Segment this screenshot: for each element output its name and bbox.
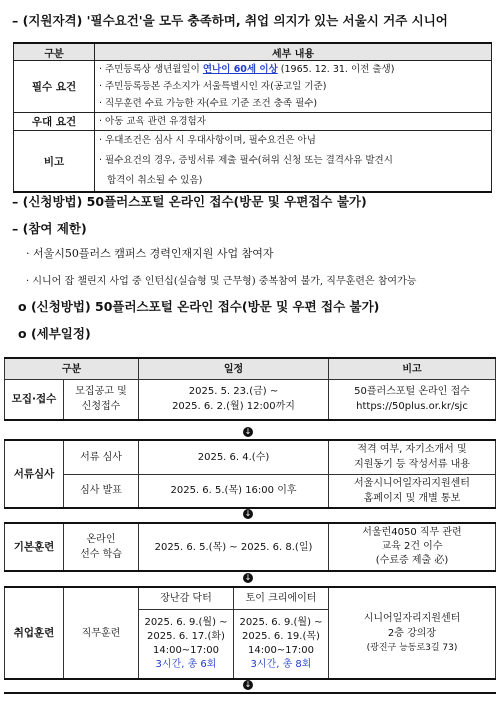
application-method-heading: – (신청방법) 50플러스포털 온라인 접수(방문 및 우편접수 불가) [12, 194, 367, 209]
sched-col-date: 일정 [139, 358, 329, 380]
sub-online-prestudy: 온라인 선수 학습 [64, 523, 139, 571]
detail-line: · 주민등록등본 주소지가 서울특별시인 자(공고일 기준) [99, 81, 327, 92]
flow-arrow-icon: ↓ [244, 573, 252, 582]
qualification-heading: – (지원자격) '필수요건'을 모두 충족하며, 취업 의지가 있는 서울시 거주 시니어 [12, 13, 448, 28]
detail-line: · 아동 교육 관련 유경험자 [99, 116, 206, 127]
row-label-remarks: 비고 [14, 131, 95, 193]
row-detail-required [95, 61, 492, 113]
stage-recruit: 모집·접수 [5, 380, 64, 420]
row-label-required: 필수 요건 [14, 61, 95, 113]
application-method-heading-2: o (신청방법) 50플러스포털 온라인 접수(방문 및 우편 접수 불가) [18, 299, 380, 314]
note-job-training: 시니어일자리지원센터 2층 강의장 (광진구 능동로3길 73) [329, 587, 496, 679]
restriction-heading: – (참여 제한) [12, 221, 87, 236]
flow-arrow-icon: ↓ [244, 680, 252, 689]
stage-screening: 서류심사 [5, 440, 64, 508]
sched-col-gubun: 구분 [5, 358, 139, 380]
detail-line: · 우대조건은 심사 시 우대사항이며, 필수요건은 아님 [99, 135, 316, 146]
stage-basic-training: 기본훈련 [5, 523, 64, 571]
col-gubun: 구분 [14, 43, 95, 61]
sched-col-note: 비고 [329, 358, 496, 380]
course-name-toy-creator: 토이 크리에이터 [234, 587, 329, 609]
detail-line: 합격이 취소될 수 있음) [107, 175, 203, 186]
schedule-table-job [4, 586, 496, 680]
bottom-rule [4, 692, 496, 694]
date-doc-review: 2025. 6. 4.(수) [139, 440, 329, 474]
course-dates-toy-creator: 2025. 6. 9.(월) ~ 2025. 6. 19.(목) 14:00~17:00 3시간, 총 8회 [234, 609, 329, 679]
schedule-table-basic [4, 522, 496, 572]
detail-line: · 주민등록상 생년월일이 연나이 60세 이상 (1965. 12. 31. 이전 출생) [99, 64, 395, 75]
schedule-heading: o (세부일정) [18, 326, 91, 341]
date-basic-training: 2025. 6. 5.(목) ~ 2025. 6. 8.(일) [139, 523, 329, 571]
note-doc-review: 적격 여부, 자기소개서 및 지원동기 등 작성서류 내용 [329, 440, 496, 474]
requirements-table [13, 42, 492, 193]
row-label-preferred: 우대 요건 [14, 113, 95, 131]
row-detail-remarks [95, 131, 492, 193]
note-basic-training: 서울런4050 직무 관련 교육 2건 이수 (수료증 제출 必) [329, 523, 496, 571]
note-recruit: 50플러스포털 온라인 접수 https://50plus.or.kr/sjc [329, 380, 496, 420]
restriction-item-2: · 시니어 잡 챌린지 사업 중 인턴십(실습형 및 근무형) 중복참여 불가, 직무훈련은 참여가능 [26, 276, 417, 287]
sub-job-training: 직무훈련 [64, 587, 139, 679]
detail-line: · 필수요건의 경우, 증빙서류 제출 필수(허위 신청 또는 결격사유 발견시 [99, 155, 393, 166]
sub-doc-review: 서류 심사 [64, 440, 139, 474]
flow-arrow-icon: ↓ [244, 427, 252, 436]
schedule-table-recruit [4, 357, 496, 421]
sub-recruit: 모집공고 및 신청접수 [64, 380, 139, 420]
sub-announcement: 심사 발표 [64, 474, 139, 508]
restriction-item-1: · 서울시50플러스 캠퍼스 경력인재지원 사업 참여자 [26, 247, 274, 260]
detail-line: · 직무훈련 수료 가능한 자(수료 기준 조건 충족 필수) [99, 98, 318, 109]
row-detail-preferred [95, 113, 492, 131]
course-name-toy-doctor: 장난감 닥터 [139, 587, 234, 609]
date-recruit: 2025. 5. 23.(금) ~ 2025. 6. 2.(월) 12:00까지 [139, 380, 329, 420]
date-announcement: 2025. 6. 5.(목) 16:00 이후 [139, 474, 329, 508]
stage-job-training: 취업훈련 [5, 587, 64, 679]
course-dates-toy-doctor: 2025. 6. 9.(월) ~ 2025. 6. 17.(화) 14:00~17:00 3시간, 총 6회 [139, 609, 234, 679]
note-announcement: 서울시니어일자리지원센터 홈페이지 및 개별 통보 [329, 474, 496, 508]
flow-arrow-icon: ↓ [244, 509, 252, 518]
col-detail: 세부 내용 [95, 43, 492, 61]
age-highlight: 연나이 60세 이상 [202, 64, 278, 75]
schedule-table-screening [4, 439, 496, 509]
